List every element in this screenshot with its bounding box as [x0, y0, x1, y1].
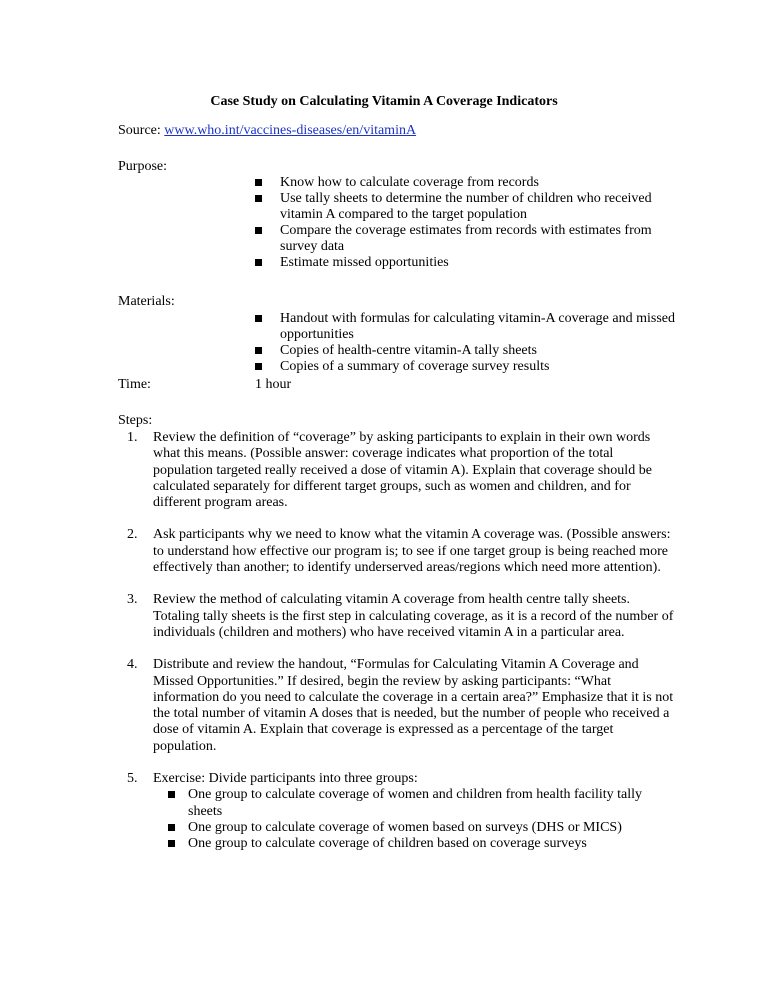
- step-number: 3.: [127, 592, 138, 608]
- exercise-group-list: [153, 787, 674, 852]
- document-title: Case Study on Calculating Vitamin A Coverage Indicators: [210, 94, 558, 109]
- square-bullet-icon: [255, 195, 262, 202]
- materials-label: Materials:: [118, 294, 175, 309]
- source-label: Source:: [118, 123, 165, 138]
- square-bullet-icon: [168, 840, 175, 847]
- step-text: Review the definition of “coverage” by asking participants to explain in their own words what this means. (Possible answer: coverage indicates what proportion of the total population targeted really received a dose of vitamin A). Explain that coverage should be calculated separately for different target groups, such as women and children, and for different program areas.: [153, 430, 652, 511]
- source-line: [118, 122, 416, 139]
- materials-list: [255, 311, 675, 375]
- purpose-item: Estimate missed opportunities: [255, 255, 675, 271]
- step-text: Ask participants why we need to know what the vitamin A coverage was. (Possible answers: to understand how effective our program is; to see if one target group is being reached more effectively than another; to identify underserved areas/regions which need more attention).: [153, 527, 671, 576]
- purpose-item: Compare the coverage estimates from records with estimates from survey data: [255, 223, 675, 255]
- materials-item: Copies of health-centre vitamin-A tally sheets: [255, 343, 675, 359]
- step-item: [118, 430, 674, 511]
- step-text: Distribute and review the handout, “Formulas for Calculating Vitamin A Coverage and Missed Opportunities.” If desired, begin the review by asking participants: “What information do you need to calculate the coverage in a certain area?” Emphasize that it is not the total number of vitamin A doses that is needed, but the number of people who received a dose of vitamin A. Explain that coverage is expressed as a percentage of the target population.: [153, 657, 674, 754]
- step-text: Exercise: Divide participants into three groups:: [153, 771, 418, 787]
- square-bullet-icon: [168, 791, 175, 798]
- step-text: Review the method of calculating vitamin A coverage from health centre tally sheets. Totaling tally sheets is the first step in calculating coverage, as it is a record of the number of individuals (children and mothers) who have received vitamin A in a particular area.: [153, 592, 674, 640]
- step-number: 5.: [127, 771, 138, 787]
- step-item: [118, 771, 674, 852]
- source-link[interactable]: www.who.int/vaccines-diseases/en/vitaminA: [164, 123, 417, 138]
- step-number: 2.: [127, 527, 138, 543]
- steps-list: [118, 430, 674, 869]
- square-bullet-icon: [255, 347, 262, 354]
- materials-item: Copies of a summary of coverage survey results: [255, 359, 675, 375]
- step-item: [118, 592, 674, 641]
- purpose-list: [255, 175, 675, 271]
- step-number: 4.: [127, 657, 138, 673]
- step-number: 1.: [127, 430, 138, 445]
- square-bullet-icon: [255, 363, 262, 370]
- step-item: [118, 527, 674, 576]
- square-bullet-icon: [255, 179, 262, 186]
- square-bullet-icon: [168, 824, 175, 831]
- materials-item: Handout with formulas for calculating vitamin-A coverage and missed opportunities: [255, 311, 675, 343]
- purpose-item: Know how to calculate coverage from records: [255, 175, 675, 191]
- step-item: [118, 657, 674, 755]
- steps-label: Steps:: [118, 413, 153, 428]
- purpose-item: Use tally sheets to determine the number of children who received vitamin A compared to the target population: [255, 191, 675, 223]
- square-bullet-icon: [255, 315, 262, 322]
- purpose-label: Purpose:: [118, 159, 167, 174]
- exercise-group-item: One group to calculate coverage of women and children from health facility tally sheets: [168, 787, 674, 820]
- square-bullet-icon: [255, 259, 262, 266]
- exercise-group-item: One group to calculate coverage of children based on coverage surveys: [168, 836, 674, 852]
- time-value: 1 hour: [255, 377, 292, 392]
- square-bullet-icon: [255, 227, 262, 234]
- time-label: Time:: [118, 377, 151, 392]
- exercise-group-item: One group to calculate coverage of women based on surveys (DHS or MICS): [168, 820, 674, 836]
